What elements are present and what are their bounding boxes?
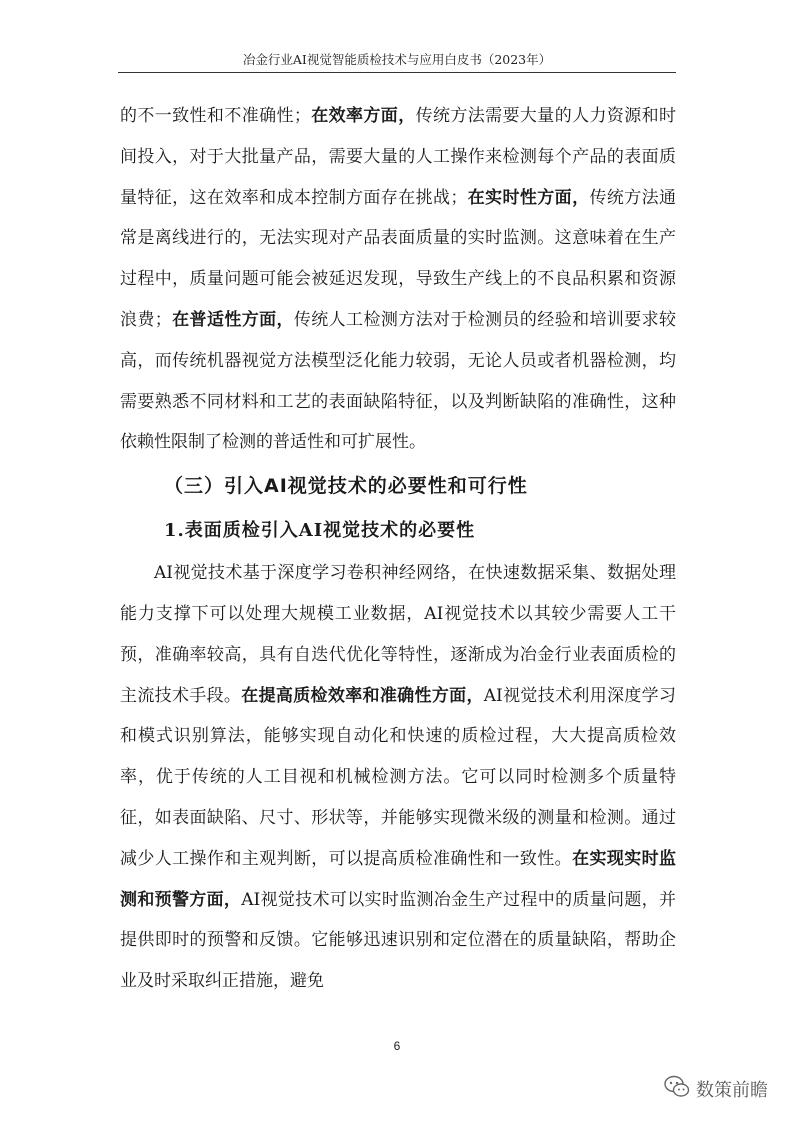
text-run: 传统方法需要大量的人力资源和时间投入，对于大批量产品，需要大量的人工操作来检测每个产品的表面质量特征，这在效率和成本控制方面存在挑战； bbox=[120, 106, 677, 208]
text-run: 传统方法通常是离线进行的，无法实现对产品表面质量的实时监测。这意味着在生产过程中，质量问题可能会被延迟发现，导致生产线上的不良品积累和资源浪费； bbox=[120, 187, 677, 330]
bold-phrase-realtime: 在实时性方面， bbox=[467, 187, 590, 208]
bold-phrase-efficiency: 在效率方面， bbox=[310, 106, 416, 126]
text-run: 传统人工检测方法对于检测员的经验和培训要求较高，而传统机器视觉方法模型泛化能力较弱，无论人员或者机器检测，均需要熟悉不同材料和工艺的表面缺陷特征，以及判断缺陷的准确性，这种依赖性限制了检测的普适性和可扩展性。 bbox=[120, 309, 677, 453]
section-heading: （三）引入AI视觉技术的必要性和可行性 bbox=[164, 475, 528, 498]
paragraph-traditional-limitations bbox=[120, 96, 676, 463]
bold-phrase-universality: 在普适性方面， bbox=[171, 309, 294, 330]
watermark-text: 数策前瞻 bbox=[696, 1080, 768, 1101]
page-number: 6 bbox=[393, 1039, 401, 1053]
watermark bbox=[664, 1074, 768, 1104]
subsection-heading: 1.表面质检引入AI视觉技术的必要性 bbox=[164, 520, 476, 542]
page-header bbox=[118, 50, 676, 73]
wechat-icon bbox=[664, 1075, 690, 1104]
header-title: 冶金行业AI视觉智能质检技术与应用白皮书（2023年） bbox=[242, 52, 552, 67]
text-run: AI视觉技术利用深度学习和模式识别算法，能够实现自动化和快速的质检过程，大大提高质检效率，优于传统的人工目视和机械检测方法。它可以同时检测多个质量特征，如表面缺陷、尺寸、形状等，并能够实现微米级的测量和检测。通过减少人工操作和主观判断，可以提高质检准确性和一致性。 bbox=[120, 685, 676, 869]
paragraph-ai-necessity bbox=[120, 553, 676, 1002]
page-body bbox=[120, 96, 676, 1002]
bold-phrase-efficiency-accuracy: 在提高质检效率和准确性方面， bbox=[241, 685, 484, 706]
bold-phrase-monitoring-warning: 在实现实时监测和预警方面， bbox=[120, 848, 677, 910]
text-run: AI视觉技术可以实时监测冶金生产过程中的质量问题，并提供即时的预警和反馈。它能够迅速识别和定位潜在的质量缺陷，帮助企业及时采取纠正措施，避免 bbox=[120, 889, 676, 992]
text-run: AI视觉技术基于深度学习卷积神经网络，在快速数据采集、数据处理能力支撑下可以处理大规模工业数据，AI视觉技术以其较少需要人工干预，准确率较高，具有自迭代优化等特性，逐渐成为冶金行业表面质检的主流技术手段。 bbox=[120, 563, 676, 706]
text-run: 的不一致性和不准确性； bbox=[120, 106, 311, 126]
